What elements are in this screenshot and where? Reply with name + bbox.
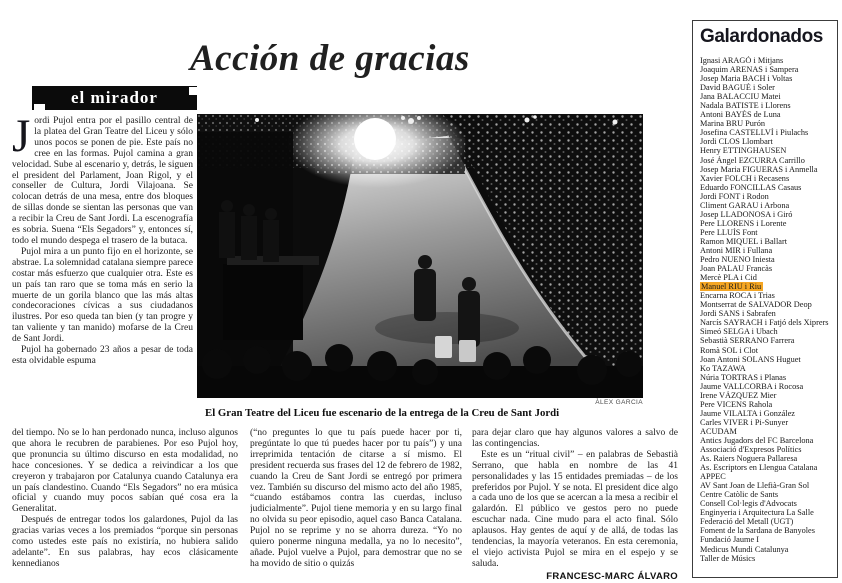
paragraph: Después de entregar todos los galardones, Pujol da las gracias varias veces a los premiados “porque sin personas como ustedes este país no existiría, no hubiera salido adelante”. En sus palabras, hay ecos clásicamente kennedianos — [12, 515, 238, 569]
list-item: Josep Maria BACH i Voltas — [700, 74, 793, 84]
list-item: Centre Catòlic de Sants — [700, 490, 779, 500]
list-item: José Ángel EZCURRA Carrillo — [700, 155, 805, 165]
list-item: APPEC — [700, 472, 726, 482]
paragraph: Este es un “ritual civil” – en palabras de Sebastià Serrano, que habla en nombre de las 41 personalidades y las 15 entidades premiadas – de los preferidos por Pujol. Y se nota. El president dice algo a cada uno de los que se acercan a la mesa a recibir el galardón. El público ve gestos pero no puede escuchar nada. Cine mudo para el acto final. Sólo aplausos. Hay gentes de aquí y de allá, de todas las tendencias, la mayoría veteranos. En esta ceremonia, el viejo activista Pujol se mira en el espejo y se saluda. — [472, 449, 678, 569]
section-label-box — [32, 86, 197, 110]
list-item: Taller de Músics — [700, 553, 756, 563]
list-item: Jordi CLOS Llombart — [700, 137, 773, 147]
list-item: Ramon MIQUEL i Ballart — [700, 236, 788, 246]
list-item: Nadala BATISTE i Llorens — [700, 101, 791, 111]
list-item: ACUDAM — [700, 426, 737, 436]
list-item: Ko TAZAWA — [700, 363, 746, 373]
list-item: Sebastià SERRANO Farrera — [700, 336, 795, 346]
photo-credit: ÀLEX GARCIA — [595, 399, 643, 406]
list-item: Josefina CASTELLVÍ i Piulachs — [700, 128, 809, 138]
list-item: Medicus Mundi Catalunya — [700, 544, 789, 554]
dropcap: J — [12, 116, 31, 162]
list-item: Pere LLUÍS Font — [700, 227, 758, 237]
list-item: Joaquim ARENAS i Sampera — [700, 65, 799, 75]
list-item: AV Sant Joan de Llefià-Gran Sol — [700, 481, 810, 491]
list-item: Jaume VALLCORBA i Rocosa — [700, 381, 804, 391]
list-item: Núria TORTRAS i Planas — [700, 372, 787, 382]
list-item: Antoni MIR i Fullana — [700, 245, 773, 255]
list-item: Federació del Metall (UGT) — [700, 517, 794, 527]
list-item: Fundació Jaume I — [700, 535, 759, 545]
paragraph: (“no preguntes lo que tu país puede hacer por ti, pregúntate lo que tú puedes hacer por tu país”) y una irreprimida tentación de citarse a sí mismo. El president recuerda sus frases del 12 de febrero de 1982, cuando la Creu de Sant Jordi se entregó por primera vez. También su discurso del mismo acto del año 1985, “cuando estábamos contra las cuerdas, incluso judicialmente”. Pujol tiene memoria y en su largo final no olvida su peor episodio, aquel caso Banca Catalana. Pujol no se reprime y no se ahorra dureza. “Yo no quiero ponerme ninguna medalla, ya no lo necesito”, añade. Pujol vuelve a Pujol, para demostrar que no se ha movido de sitio o quizás — [250, 428, 462, 569]
list-item: Climent GARAU i Arbona — [700, 200, 790, 210]
list-item: Foment de la Sardana de Banyoles — [700, 526, 815, 536]
paragraph: Pujol mira a un punto fijo en el horizonte, se abstrae. La solemnidad catalana siempre parece costar más esfuerzo que cualquier otra. Este es un país tan raro que se toma más en serio la muerte de un gorila blanco que las más altas condecoraciones cívicas a sus ciudadanos ilustres. Por eso queda tan bien (y tan progre y tan valiente y tan manido) mofarse de la Creu de Sant Jordi. — [12, 246, 193, 345]
list-item: Mercè PLA i Cid — [700, 273, 757, 283]
article-column-3 — [472, 428, 678, 583]
list-item: Jana BALACCIU Matei — [700, 92, 781, 102]
label-notch-left — [34, 104, 45, 112]
list-item: As. Escriptors en Llengua Catalana — [700, 463, 818, 473]
article-column-2 — [250, 428, 462, 583]
list-item: Joan Antoni SOLANS Huguet — [700, 354, 801, 364]
list-item: Pere LLORENS i Lorente — [700, 218, 787, 228]
list-item: Jaume VILALTA i González — [700, 408, 795, 418]
list-item: Carles VIVER i Pi-Sunyer — [700, 417, 789, 427]
list-item: Enginyeria i Arquitectura La Salle — [700, 508, 814, 518]
list-item: As. Raiers Noguera Pallaresa — [700, 454, 798, 464]
list-item: Irene VÁZQUEZ Mier — [700, 390, 777, 400]
list-item: Jordi SANS i Sabrafen — [700, 309, 776, 319]
list-item: Associació d'Expresos Polítics — [700, 445, 802, 455]
sidebar-title: Galardonados — [700, 26, 823, 47]
article-column-1-bottom — [12, 428, 238, 583]
paragraph: para dejar claro que hay algunos valores a salvo de las contingencias. — [472, 428, 678, 449]
list-item: Pedro NUENO Iniesta — [700, 255, 775, 265]
sidebar-galardonados — [692, 20, 838, 578]
theater-scene-illustration — [197, 114, 643, 398]
list-item: Antics Jugadors del FC Barcelona — [700, 435, 814, 445]
list-item: Marina BRU Purón — [700, 119, 765, 129]
list-item: Simeó SELGA i Ubach — [700, 327, 778, 337]
label-notch-right — [189, 87, 198, 95]
page-title: Acción de gracias — [190, 37, 470, 79]
list-item: Encarna ROCA i Trias — [700, 291, 775, 301]
paragraph: del tiempo. No se lo han perdonado nunca, incluso algunos que ahora le recubren de parabienes. Por eso Pujol hoy, que pronuncia su último discurso en esta modalidad, no hace concesiones. Y se dedica a reivindicar a los que creyeron y trabajaron por Catalunya cuando Catalunya era un país clandestino. Cuando “Els Segadors” no era música oficial y cuando muy pocos sabían qué cosa era la Generalitat. — [12, 428, 238, 515]
list-item: Eduardo FONCILLAS Casaus — [700, 182, 802, 192]
list-item: Jordi FONT i Rodon — [700, 191, 769, 201]
article-column-1-top — [12, 116, 193, 428]
paragraph: Jordi Pujol entra por el pasillo central de la platea del Gran Teatre del Liceu y sólo unos pocos se ponen de pie. Este país no cree en las formas. Pujol camina a gran velocidad. Sube al escenario y, detrás, le siguen el president del Parlament, Joan Rigol, y el conseller de Cultura, Jordi Vilajoana. Se colocan detrás de una mesa, entre dos bloques de sillas donde se sientan las personas que van a recibir la Creu de Sant Jordi. La escenografía es sobria. Suena “Els Segadors” y, entonces sí, todo el mundo despega el trasero de la butaca. — [12, 116, 193, 246]
list-item: Romà SOL i Clot — [700, 345, 759, 355]
article-bottom-section — [12, 428, 680, 583]
liceu-photo — [197, 114, 643, 398]
list-item: Ignasi ARAGÓ i Mitjans — [700, 56, 784, 65]
list-item: Josep Maria FIGUERAS i Anmella — [700, 164, 818, 174]
photo-caption: El Gran Teatre del Liceu fue escenario de la entrega de la Creu de Sant Jordi — [205, 407, 560, 419]
list-item: Josep LLADONOSA i Giró — [700, 209, 793, 219]
byline: FRANCESC-MARC ÁLVARO — [546, 570, 678, 582]
list-item: David BAGUÉ i Soler — [700, 83, 775, 93]
galardonados-list — [700, 56, 834, 563]
section-label: el mirador — [71, 88, 158, 107]
list-item: Joan PALAU Francàs — [700, 264, 773, 274]
list-item: Montserrat de SALVADOR Deop — [700, 300, 812, 310]
list-item: Pere VICENS Rahola — [700, 399, 773, 409]
list-item: Antoni BAYÉS de Luna — [700, 110, 781, 120]
list-item: Henry ETTINGHAUSEN — [700, 146, 787, 156]
list-item: Xavier FOLCH i Recasens — [700, 173, 790, 183]
paragraph: Pujol ha gobernado 23 años a pesar de toda esta olvidable espuma — [12, 345, 193, 366]
list-item: Narcís SAYRACH i Fatjó dels Xiprers — [700, 318, 829, 328]
list-item-highlighted: Manuel RIU i Riu — [701, 282, 762, 292]
list-item: Consell Col·legis d'Advocats — [700, 499, 797, 509]
